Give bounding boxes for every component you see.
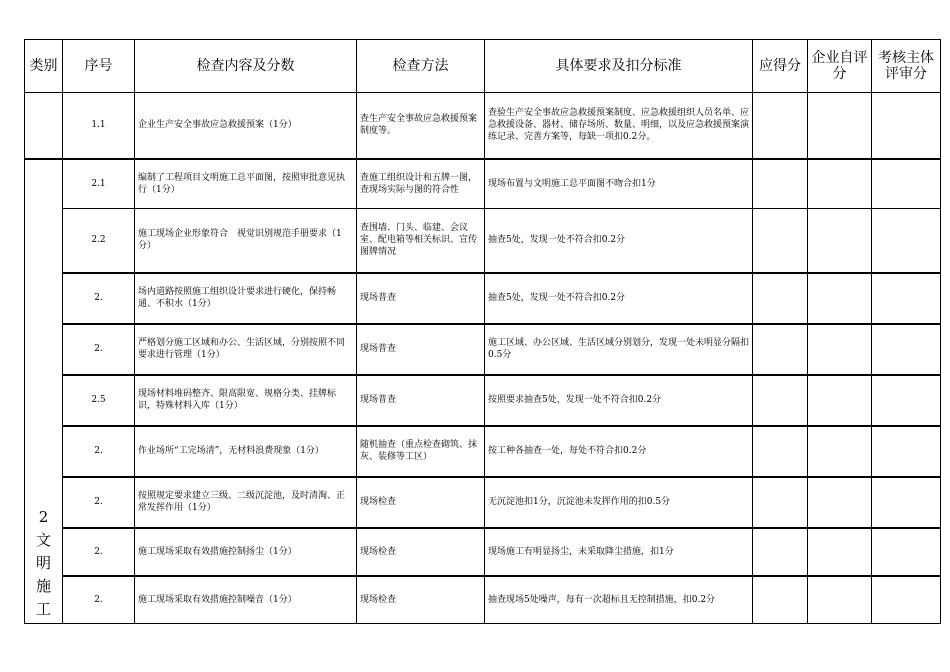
category-char: 明 bbox=[35, 554, 51, 572]
review-score-cell[interactable] bbox=[872, 93, 941, 159]
row-method: 随机抽查（重点检查砌筑、抹灰、装修等工区） bbox=[357, 426, 485, 477]
table-row bbox=[25, 576, 941, 624]
due-score-cell[interactable] bbox=[753, 426, 808, 477]
due-score-cell[interactable] bbox=[753, 477, 808, 528]
table-row bbox=[25, 477, 941, 528]
self-score-cell[interactable] bbox=[808, 426, 872, 477]
due-score-cell[interactable] bbox=[753, 209, 808, 273]
header-method: 检查方法 bbox=[357, 40, 485, 93]
category-char: 工 bbox=[35, 600, 51, 618]
row-method: 现场普查 bbox=[357, 324, 485, 375]
header-category: 类别 bbox=[25, 40, 63, 93]
due-score-cell[interactable] bbox=[753, 528, 808, 576]
row-content: 企业生产安全事故应急救援预案（1分） bbox=[135, 93, 357, 159]
review-score-cell[interactable] bbox=[872, 273, 941, 324]
review-score-cell[interactable] bbox=[872, 209, 941, 273]
row-content: 场内道路按照施工组织设计要求进行硬化，保持畅通、不积水（1分） bbox=[135, 273, 357, 324]
row-standard: 现场布置与文明施工总平面图不吻合扣1分 bbox=[485, 159, 753, 209]
row-content: 施工现场采取有效措施控制噪音（1分） bbox=[135, 576, 357, 624]
row-number: 2.1 bbox=[63, 159, 135, 209]
header-self-score: 企业自评分 bbox=[808, 40, 872, 93]
row-content: 施工现场采取有效措施控制扬尘（1分） bbox=[135, 528, 357, 576]
row-standard: 按工种各抽查一处，每处不符合扣0.2分 bbox=[485, 426, 753, 477]
row-standard: 抽查现场5处噪声，每有一次超标且无控制措施，扣0.2分 bbox=[485, 576, 753, 624]
table-row bbox=[25, 324, 941, 375]
row-standard: 查验生产安全事故应急救援预案制度、应急救援组织人员名单、应急救援设备、器材、储存场所、数量、明细，以及应急救援预案演练记录、完善方案等，每缺一项扣0.2分。 bbox=[485, 93, 753, 159]
header-review-score: 考核主体评审分 bbox=[872, 40, 941, 93]
review-score-cell[interactable] bbox=[872, 576, 941, 624]
row-standard: 按照要求抽查5处，发现一处不符合扣0.2分 bbox=[485, 375, 753, 426]
row-method: 现场普查 bbox=[357, 375, 485, 426]
row-number: 2. bbox=[63, 477, 135, 528]
due-score-cell[interactable] bbox=[753, 324, 808, 375]
row-number: 2. bbox=[63, 273, 135, 324]
row-method: 现场检查 bbox=[357, 576, 485, 624]
row-number: 2.5 bbox=[63, 375, 135, 426]
row-method: 查施工组织设计和五牌一图，查现场实际与图的符合性 bbox=[357, 159, 485, 209]
row-method: 现场检查 bbox=[357, 528, 485, 576]
self-score-cell[interactable] bbox=[808, 273, 872, 324]
row-standard: 抽查5处，发现一处不符合扣0.2分 bbox=[485, 209, 753, 273]
row-content: 严格划分施工区域和办公、生活区域，分别按照不同要求进行管理（1分） bbox=[135, 324, 357, 375]
row-content: 按照规定要求建立三级、二级沉淀池，及时清淘、正常发挥作用（1分） bbox=[135, 477, 357, 528]
row-number: 2.2 bbox=[63, 209, 135, 273]
row-content: 编制了工程项目文明施工总平面图，按照审批意见执行（1分） bbox=[135, 159, 357, 209]
row-standard: 施工区域、办公区域、生活区域分别划分，发现一处未明显分隔扣0.5分 bbox=[485, 324, 753, 375]
row-content: 施工现场企业形象符合 视觉识别规范手册要求（1分） bbox=[135, 209, 357, 273]
category-char: 2 bbox=[38, 508, 49, 526]
row-method: 现场检查 bbox=[357, 477, 485, 528]
due-score-cell[interactable] bbox=[753, 375, 808, 426]
category-cell-civilized-construction bbox=[25, 159, 63, 624]
row-number: 2. bbox=[63, 324, 135, 375]
header-due-score: 应得分 bbox=[753, 40, 808, 93]
category-cell bbox=[25, 93, 63, 159]
row-standard: 无沉淀池扣1分，沉淀池未发挥作用的扣0.5分 bbox=[485, 477, 753, 528]
table-row bbox=[25, 375, 941, 426]
header-content: 检查内容及分数 bbox=[135, 40, 357, 93]
category-char: 文 bbox=[35, 531, 51, 549]
self-score-cell[interactable] bbox=[808, 375, 872, 426]
review-score-cell[interactable] bbox=[872, 324, 941, 375]
due-score-cell[interactable] bbox=[753, 576, 808, 624]
table-row bbox=[25, 93, 941, 159]
due-score-cell[interactable] bbox=[753, 159, 808, 209]
table-row bbox=[25, 209, 941, 273]
row-number: 2. bbox=[63, 426, 135, 477]
self-score-cell[interactable] bbox=[808, 159, 872, 209]
review-score-cell[interactable] bbox=[872, 159, 941, 209]
self-score-cell[interactable] bbox=[808, 93, 872, 159]
row-number: 1.1 bbox=[63, 93, 135, 159]
self-score-cell[interactable] bbox=[808, 477, 872, 528]
row-method: 现场普查 bbox=[357, 273, 485, 324]
due-score-cell[interactable] bbox=[753, 93, 808, 159]
review-score-cell[interactable] bbox=[872, 426, 941, 477]
review-score-cell[interactable] bbox=[872, 528, 941, 576]
row-content: 作业场所“工完场清”，无材料浪费现象（1分） bbox=[135, 426, 357, 477]
table-row bbox=[25, 528, 941, 576]
category-char: 施 bbox=[35, 577, 51, 595]
row-standard: 抽查5处，发现一处不符合扣0.2分 bbox=[485, 273, 753, 324]
inspection-table bbox=[24, 39, 941, 624]
header-number: 序号 bbox=[63, 40, 135, 93]
row-content: 现场材料堆码整齐、限高限宽、规格分类、挂牌标识，特殊材料入库（1分） bbox=[135, 375, 357, 426]
self-score-cell[interactable] bbox=[808, 576, 872, 624]
row-number: 2. bbox=[63, 576, 135, 624]
row-standard: 现场施工有明显扬尘，未采取降尘措施，扣1分 bbox=[485, 528, 753, 576]
due-score-cell[interactable] bbox=[753, 273, 808, 324]
review-score-cell[interactable] bbox=[872, 375, 941, 426]
review-score-cell[interactable] bbox=[872, 477, 941, 528]
table-row bbox=[25, 159, 941, 209]
self-score-cell[interactable] bbox=[808, 324, 872, 375]
row-method: 查围墙、门头、临建、会议室、配电箱等相关标识、宣传图牌情况 bbox=[357, 209, 485, 273]
self-score-cell[interactable] bbox=[808, 209, 872, 273]
table-row bbox=[25, 273, 941, 324]
row-number: 2. bbox=[63, 528, 135, 576]
row-method: 查生产安全事故应急救援预案制度等。 bbox=[357, 93, 485, 159]
table-row bbox=[25, 426, 941, 477]
header-row bbox=[25, 40, 941, 93]
header-standard: 具体要求及扣分标准 bbox=[485, 40, 753, 93]
self-score-cell[interactable] bbox=[808, 528, 872, 576]
